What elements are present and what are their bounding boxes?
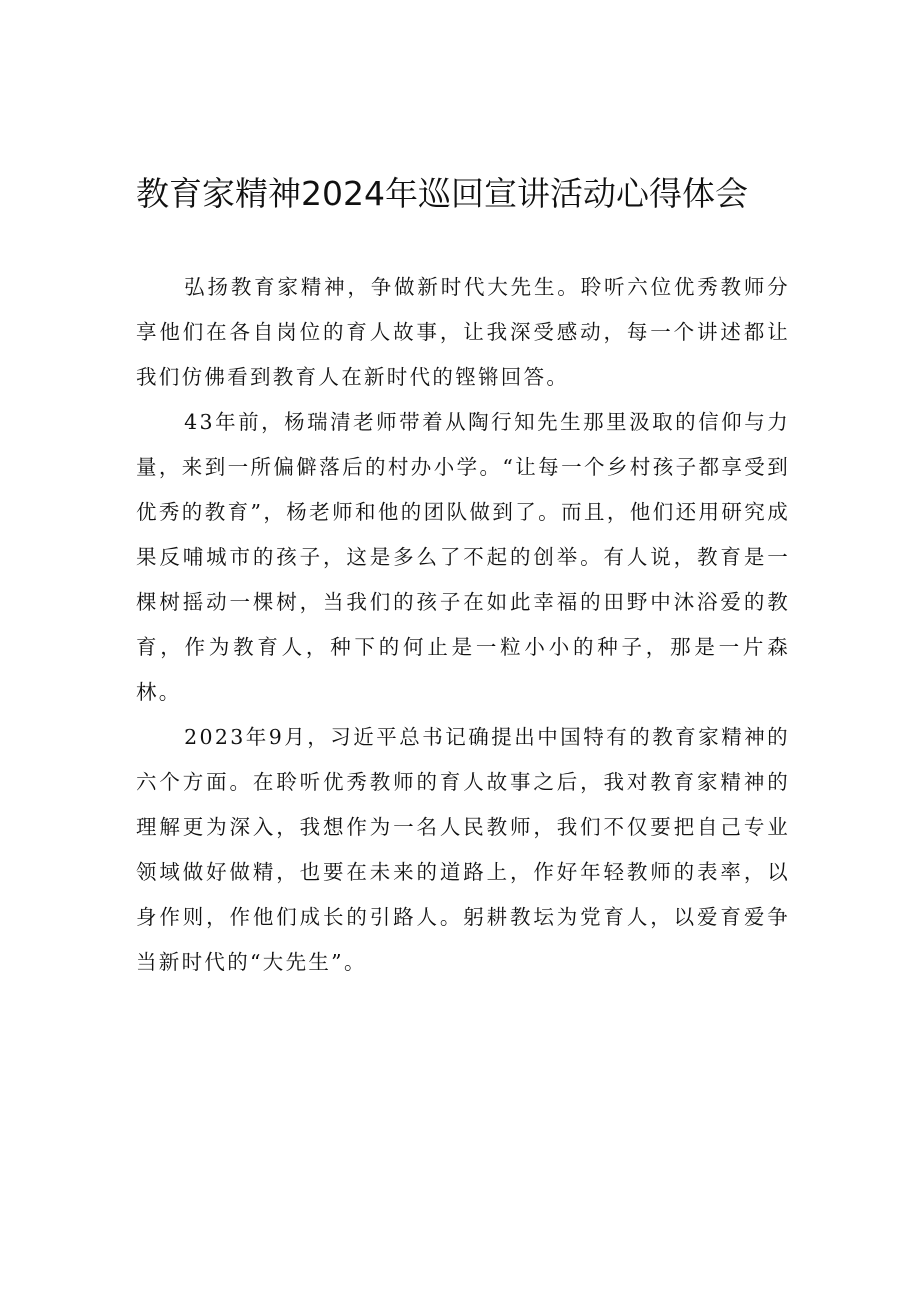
paragraph-1: 弘扬教育家精神，争做新时代大先生。聆听六位优秀教师分享他们在各自岗位的育人故事，让我深受感动，每一个讲述都让我们仿佛看到教育人在新时代的铿锵回答。 xyxy=(136,275,790,389)
paragraph-3: 2023年9月，习近平总书记确提出中国特有的教育家精神的六个方面。在聆听优秀教师的育人故事之后，我对教育家精神的理解更为深入，我想作为一名人民教师，我们不仅要把自己专业领域做好做精，也要在未来的道路上，作好年轻教师的表率，以身作则，作他们成长的引路人。躬耕教坛为党育人，以爱育爱争当新时代的“大先生”。 xyxy=(136,725,790,974)
paragraph-2: 43年前，杨瑞清老师带着从陶行知先生那里汲取的信仰与力量，来到一所偏僻落后的村办小学。“让每一个乡村孩子都享受到优秀的教育”，杨老师和他的团队做到了。而且，他们还用研究成果反哺城市的孩子，这是多么了不起的创举。有人说，教育是一棵树摇动一棵树，当我们的孩子在如此幸福的田野中沐浴爱的教育，作为教育人，种下的何止是一粒小小的种子，那是一片森林。 xyxy=(136,410,790,704)
document-title: 教育家精神2024年巡回宣讲活动心得体会 xyxy=(136,174,748,213)
document-body xyxy=(136,265,790,985)
